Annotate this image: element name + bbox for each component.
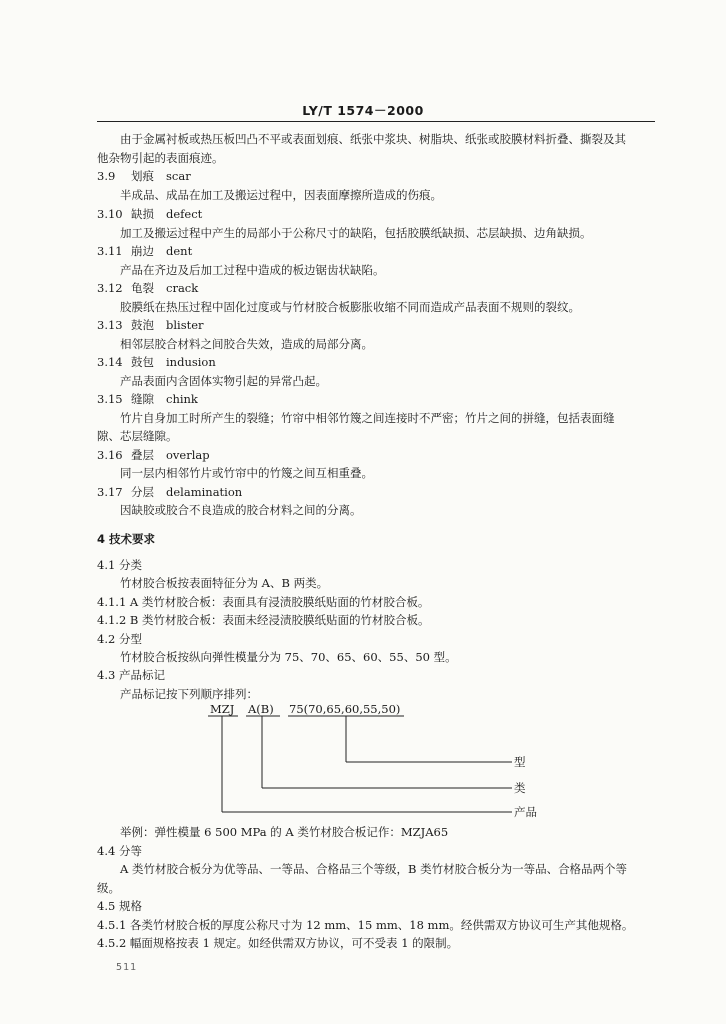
term-number: 3.14	[97, 355, 123, 369]
term-en: indusion	[166, 355, 216, 369]
term-number: 3.15	[97, 392, 123, 406]
diagram-label-class: 类	[514, 781, 526, 795]
term-en: chink	[166, 392, 198, 406]
term-number: 3.16	[97, 448, 123, 462]
term-number: 3.9	[97, 169, 116, 183]
term-3-10-def: 加工及搬运过程中产生的局部小于公称尺寸的缺陷，包括胶膜纸缺损、芯层缺损、边角缺损。	[120, 226, 592, 240]
term-3-16-def: 同一层内相邻竹片或竹帘中的竹篾之间互相重叠。	[120, 466, 373, 480]
section-4-title: 4 技术要求	[97, 532, 156, 546]
section-4-3-text: 产品标记按下列顺序排列：	[120, 687, 258, 701]
term-zh: 鼓包	[131, 355, 154, 369]
term-3-9	[97, 168, 191, 184]
term-zh: 龟裂	[131, 281, 154, 295]
section-4-1-1: 4.1.1 A 类竹材胶合板：表面具有浸渍胶膜纸贴面的竹材胶合板。	[97, 595, 430, 609]
term-number: 3.10	[97, 207, 123, 221]
term-zh: 缝隙	[131, 392, 154, 406]
term-number: 3.12	[97, 281, 123, 295]
term-number: 3.11	[97, 244, 123, 258]
term-3-15-def-line-2: 隙、芯层缝隙。	[97, 429, 178, 443]
term-en: delamination	[166, 485, 243, 499]
term-3-17	[97, 484, 242, 500]
term-zh: 叠层	[131, 448, 154, 462]
term-zh: 鼓泡	[131, 318, 154, 332]
intro-line-1: 由于金属衬板或热压板凹凸不平或表面划痕、纸张中浆块、树脂块、纸张或胶膜材料折叠、撕裂及其	[120, 132, 626, 146]
term-en: crack	[166, 281, 199, 295]
section-4-4-text-line-1: A 类竹材胶合板分为优等品、一等品、合格品三个等级，B 类竹材胶合板分为一等品、合格品两个等	[120, 862, 628, 876]
section-4-1-2: 4.1.2 B 类竹材胶合板：表面未经浸渍胶膜纸贴面的竹材胶合板。	[97, 613, 430, 627]
term-3-15	[97, 391, 198, 407]
page-number: 511	[116, 962, 138, 973]
section-4-4-heading: 4.4 分等	[97, 844, 142, 858]
section-4-2-text: 竹材胶合板按纵向弹性模量分为 75、70、65、60、55、50 型。	[120, 650, 457, 664]
term-3-14-def: 产品表面内含固体实物引起的异常凸起。	[120, 374, 327, 388]
term-3-12-def: 胶膜纸在热压过程中固化过度或与竹材胶合板膨胀收缩不同而造成产品表面不规则的裂纹。	[120, 300, 580, 314]
term-3-10	[97, 206, 202, 222]
header-rule	[97, 121, 655, 122]
section-4-3-heading: 4.3 产品标记	[97, 668, 165, 682]
term-en: dent	[166, 244, 193, 258]
diagram-code-mzj: MZJ	[210, 702, 235, 716]
term-3-11	[97, 243, 192, 259]
term-zh: 崩边	[131, 244, 154, 258]
term-3-15-def-line-1: 竹片自身加工时所产生的裂缝；竹帘中相邻竹篾之间连接时不严密；竹片之间的拼缝，包括表面缝	[120, 411, 615, 425]
term-zh: 划痕	[131, 169, 154, 183]
term-3-17-def: 因缺胶或胶合不良造成的胶合材料之间的分离。	[120, 503, 362, 517]
term-en: defect	[166, 207, 203, 221]
term-en: scar	[166, 169, 191, 183]
term-zh: 分层	[131, 485, 154, 499]
section-4-5-2: 4.5.2 幅面规格按表 1 规定。如经供需双方协议，可不受表 1 的限制。	[97, 936, 459, 950]
section-4-1-text: 竹材胶合板按表面特征分为 A、B 两类。	[120, 576, 329, 590]
term-number: 3.17	[97, 485, 123, 499]
diagram-code-type: 75(70,65,60,55,50)	[289, 702, 401, 716]
term-3-12	[97, 280, 198, 296]
intro-line-2: 他杂物引起的表面痕迹。	[97, 151, 224, 165]
term-3-13-def: 相邻层胶合材料之间胶合失效，造成的局部分离。	[120, 337, 373, 351]
section-4-5-heading: 4.5 规格	[97, 899, 142, 913]
diagram-label-type: 型	[514, 755, 526, 769]
term-en: blister	[166, 318, 204, 332]
term-en: overlap	[166, 448, 210, 462]
term-number: 3.13	[97, 318, 123, 332]
section-4-4-text-line-2: 级。	[97, 881, 120, 895]
term-3-13	[97, 317, 204, 333]
diagram-label-product: 产品	[514, 805, 537, 819]
section-4-2-heading: 4.2 分型	[97, 632, 142, 646]
term-3-9-def: 半成品、成品在加工及搬运过程中，因表面摩擦所造成的伤痕。	[120, 188, 442, 202]
term-3-16	[97, 447, 210, 463]
term-3-11-def: 产品在齐边及后加工过程中造成的板边锯齿状缺陷。	[120, 263, 385, 277]
diagram-code-class: A(B)	[248, 702, 274, 716]
term-zh: 缺损	[131, 207, 154, 221]
section-4-5-1: 4.5.1 各类竹材胶合板的厚度公称尺寸为 12 mm、15 mm、18 mm。经供需双方协议可生产其他规格。	[97, 918, 634, 932]
marking-example: 举例：弹性模量 6 500 MPa 的 A 类竹材胶合板记作：MZJA65	[120, 825, 449, 839]
term-3-14	[97, 354, 216, 370]
section-4-1-heading: 4.1 分类	[97, 558, 142, 572]
standard-header: LY/T 1574－2000	[302, 103, 424, 118]
